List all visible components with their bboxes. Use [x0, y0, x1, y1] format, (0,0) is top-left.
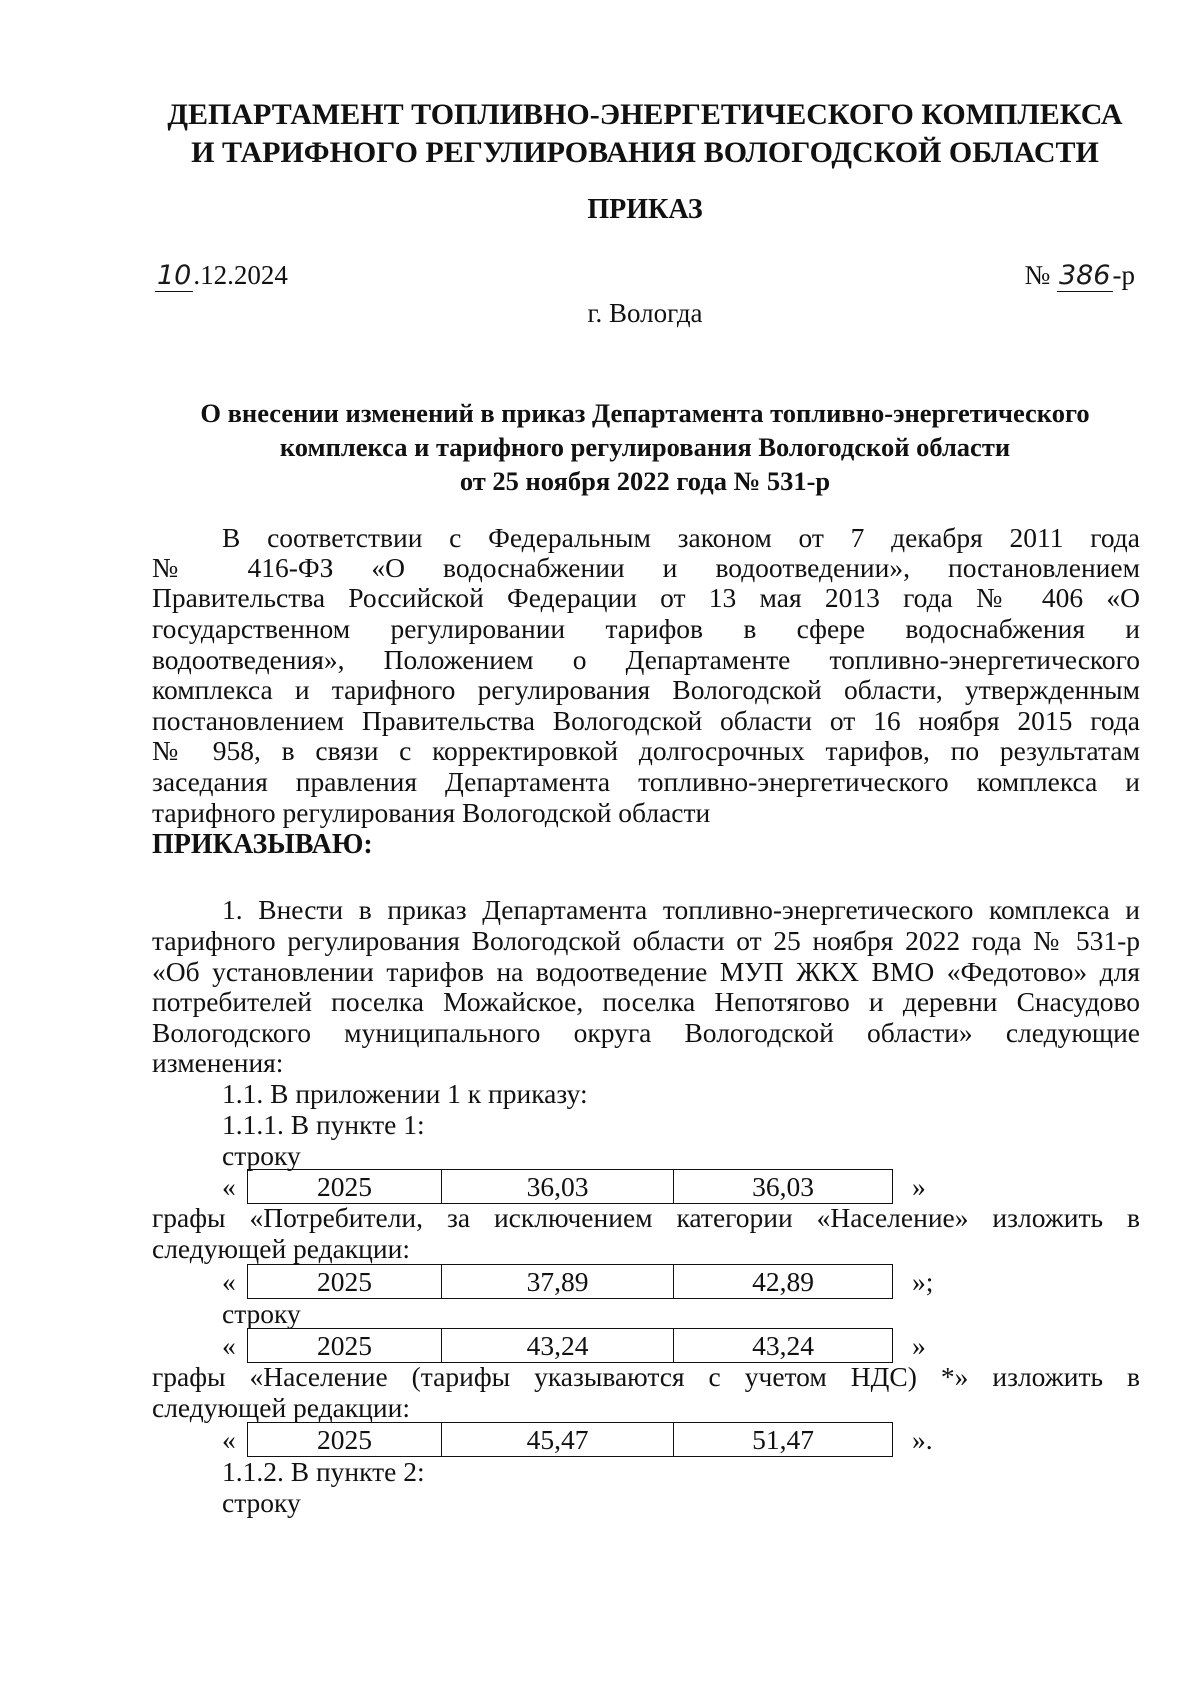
item1-line: 1. Внести в приказ Департамента топливно-энергетического комплекса и [222, 894, 1140, 925]
preamble-line: Правительства Российской Федерации от 13 мая 2013 года № 406 «О [152, 582, 1140, 613]
preamble-line: № 958, в связи с корректировкой долгосрочных тарифов, по результатам [152, 735, 1140, 766]
tariff-table [247, 1328, 893, 1363]
tariff-value-cell: 43,24 [752, 1330, 814, 1361]
preamble-line: комплекса и тарифного регулирования Вологодской области, утвержденным [152, 674, 1140, 705]
subject-line2: комплекса и тарифного регулирования Вологодской области [279, 432, 1011, 462]
preamble-line: постановлением Правительства Вологодской области от 16 ноября 2015 года [152, 705, 1140, 736]
preamble-line: государственном регулировании тарифов в сфере водоснабжения и [152, 613, 1140, 644]
order-date [155, 258, 288, 293]
preamble-line: тарифного регулирования Вологодской области [152, 797, 711, 828]
tariff-value-cell: 36,03 [752, 1171, 814, 1202]
word-stroku: строку [222, 1298, 301, 1329]
item1-line: Вологодского муниципального округа Вологодской области» следующие [152, 1017, 1140, 1048]
item1-line: «Об установлении тарифов на водоотведение МУП ЖКХ ВМО «Федотово» для [152, 956, 1140, 987]
close-quote: » [912, 1171, 926, 1202]
grafy-consumers-line: графы «Потребители, за исключением категории «Население» изложить в [152, 1202, 1140, 1233]
number-suffix: -р [1112, 260, 1135, 290]
order-number [1024, 258, 1135, 293]
item1-line: потребителей поселка Можайское, поселка Непотягово и деревни Снасудово [152, 986, 1140, 1017]
tariff-year-cell: 2025 [248, 1423, 442, 1456]
item1-line: изменения: [152, 1047, 284, 1078]
open-quote: « [222, 1330, 236, 1361]
number-prefix: № [1024, 260, 1057, 290]
department-heading [150, 96, 1140, 172]
date-printed: .12.2024 [193, 260, 288, 290]
word-stroku: строку [222, 1140, 301, 1171]
sled-redaktsii: следующей редакции: [152, 1392, 410, 1423]
date-handwritten-day: 10 [157, 260, 192, 291]
department-heading-line2: И ТАРИФНОГО РЕГУЛИРОВАНИЯ ВОЛОГОДСКОЙ ОБЛАСТИ [191, 136, 1099, 169]
open-quote: « [222, 1266, 236, 1297]
subitem-1-1-2: 1.1.2. В пункте 2: [222, 1456, 425, 1487]
tariff-table [247, 1264, 893, 1299]
tariff-value-cell: 37,89 [442, 1265, 674, 1298]
grafy-population-line: графы «Население (тарифы указываются с учетом НДС) *» изложить в [152, 1361, 1140, 1392]
prikazyvayu-heading: ПРИКАЗЫВАЮ: [152, 829, 373, 860]
close-quote: ». [912, 1424, 933, 1455]
tariff-value-cell: 51,47 [752, 1424, 814, 1455]
sled-redaktsii: следующей редакции: [152, 1233, 410, 1264]
subitem-1-1-1: 1.1.1. В пункте 1: [222, 1109, 425, 1140]
tariff-value-cell: 36,03 [442, 1170, 674, 1203]
item1-line: тарифного регулирования Вологодской области от 25 ноября 2022 года № 531-р [152, 925, 1140, 956]
order-subject [150, 396, 1140, 498]
department-heading-line1: ДЕПАРТАМЕНТ ТОПЛИВНО-ЭНЕРГЕТИЧЕСКОГО КОМПЛЕКСА [167, 98, 1123, 131]
close-quote: »; [912, 1266, 934, 1297]
open-quote: « [222, 1171, 236, 1202]
tariff-table [247, 1169, 893, 1204]
order-title: ПРИКАЗ [587, 194, 703, 225]
subject-line3: от 25 ноября 2022 года № 531-р [459, 466, 831, 496]
preamble-line: В соответствии с Федеральным законом от 7 декабря 2011 года [222, 522, 1140, 553]
preamble-line: водоотведения», Положением о Департаменте топливно-энергетического [152, 644, 1140, 675]
preamble-line: № 416-ФЗ «О водоснабжении и водоотведении», постановлением [152, 552, 1140, 583]
tariff-year-cell: 2025 [248, 1329, 442, 1362]
open-quote: « [222, 1424, 236, 1455]
subject-line1: О внесении изменений в приказ Департамента топливно-энергетического [200, 398, 1090, 428]
tariff-value-cell: 43,24 [442, 1329, 674, 1362]
tariff-value-cell: 42,89 [752, 1266, 814, 1297]
city: г. Вологда [587, 298, 703, 328]
number-handwritten: 386 [1058, 260, 1111, 291]
close-quote: » [912, 1330, 926, 1361]
tariff-table [247, 1422, 893, 1457]
tariff-year-cell: 2025 [248, 1170, 442, 1203]
preamble-line: заседания правления Департамента топливно-энергетического комплекса и [152, 766, 1140, 797]
word-stroku: строку [222, 1487, 301, 1518]
subitem-1-1: 1.1. В приложении 1 к приказу: [222, 1078, 588, 1109]
tariff-value-cell: 45,47 [442, 1423, 674, 1456]
tariff-year-cell: 2025 [248, 1265, 442, 1298]
